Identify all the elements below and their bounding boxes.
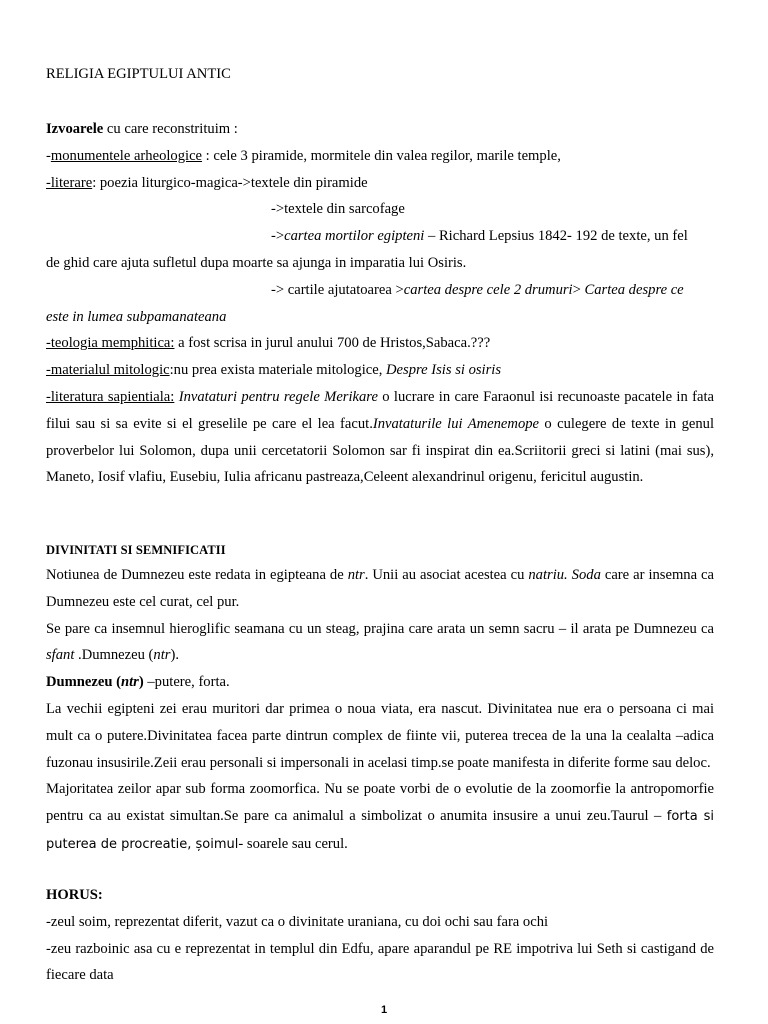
divinity-paragraph-4: La vechii egipteni zei erau muritori dar primea o noua viata, era nascut. Divinitatea nue era o persoana ci mai mult ca o putere.Divinitatea facea parte dintrun complex de fiinte vii, puterea trecea de la una la cealalta –adica fuzonau insusirile.Zeii erau personali si impersonali in acelasi timp.se poate manifesta in diferite forme sau deloc. [46, 700, 714, 771]
divinity-paragraph-1: Notiunea de Dumnezeu este redata in egipteana de ntr. Unii au asociat acestea cu natriu. Soda care ar insemna ca Dumnezeu este cel curat, cel pur. [46, 567, 715, 610]
horus-heading: HORUS: [46, 887, 103, 903]
divinity-paragraph-2: Se pare ca insemnul hieroglific seamana cu un steag, prajina care arata un semn sacru – il arata pe Dumnezeu ca sfant .Dumnezeu (ntr). [46, 620, 714, 664]
document-title: RELIGIA EGIPTULUI ANTIC [46, 66, 231, 82]
sources-monuments: -monumentele arheologice : cele 3 piramide, mormitele din valea regilor, marile temple, [46, 147, 561, 164]
sources-section [46, 116, 714, 491]
sources-literary: -literare: poezia liturgico-magica->textele din piramide [46, 174, 368, 191]
sources-wisdom: -literatura sapientiala: Invataturi pentru regele Merikare o lucrare in care Faraonul isi recunoaste pacatele in fata filui sau si sa evite si el greselile pe care el lea facut.Invataturile lui Amenemope o culegere de texte in genul proverbelor lui Solomon, dupa unii cercetatorii Solomon sar fi inspirat din ea.Scriitorii greci si latini (mai sus), Maneto, Iosif vlafiu, Eusebiu, Iulia africanu pastreaza,Celeent alexandrinul origenu, fericitul augustin. [46, 388, 715, 486]
horus-section [46, 882, 714, 989]
sources-dead-book: ->cartea mortilor egipteni – Richard Lepsius 1842- 192 de texte, un fel de ghid care ajuta sufletul dupa moarte sa ajunga in imparatia lui Osiris. [46, 228, 688, 271]
literary-label: -literare [46, 174, 93, 191]
divinity-paragraph-3: Dumnezeu (ntr) –putere, forta. [46, 674, 230, 691]
sources-myth: -materialul mitologic:nu prea exista materiale mitologice, Despre Isis si osiris [46, 362, 502, 379]
sources-helper-books: -> cartile ajutatoarea >cartea despre cele 2 drumuri> Cartea despre ce este in lumea subpamanateana [46, 281, 684, 325]
sources-intro: Izvoarele cu care reconstrituim : [46, 121, 238, 137]
sources-memphite: -teologia memphitica: a fost scrisa in jurul anului 700 de Hristos,Sabaca.??? [46, 335, 491, 352]
monuments-label: monumentele arheologice [50, 147, 203, 164]
dead-book-title: cartea mortilor egipteni [284, 228, 425, 245]
page-number: 1 [380, 1004, 388, 1016]
horus-item-1: -zeul soim, reprezentat diferit, vazut ca o divinitate uraniana, cu doi ochi sau fara ochi [46, 913, 549, 930]
sources-intro-bold: Izvoarele [46, 121, 104, 137]
sources-sarcophagi: ->textele din sarcofage [271, 201, 405, 218]
horus-item-2: -zeu razboinic asa cu e reprezentat in templul din Edfu, apare aparandul pe RE impotriva lui Seth si castigand de fiecare data [46, 940, 714, 984]
divinity-heading: DIVINITATI SI SEMNIFICATII [46, 543, 226, 557]
divinity-paragraph-5: Majoritatea zeilor apar sub forma zoomorfica. Nu se poate vorbi de o evolutie de la zoomorfie la antropomorfie pentru ca au existat simultan.Se pare ca animalul a simbolizat o anumita insusire a unui zeu.Taurul – forta si puterea de procreatie, șoimul- soarele sau cerul. [46, 781, 714, 852]
divinity-section [46, 538, 714, 859]
